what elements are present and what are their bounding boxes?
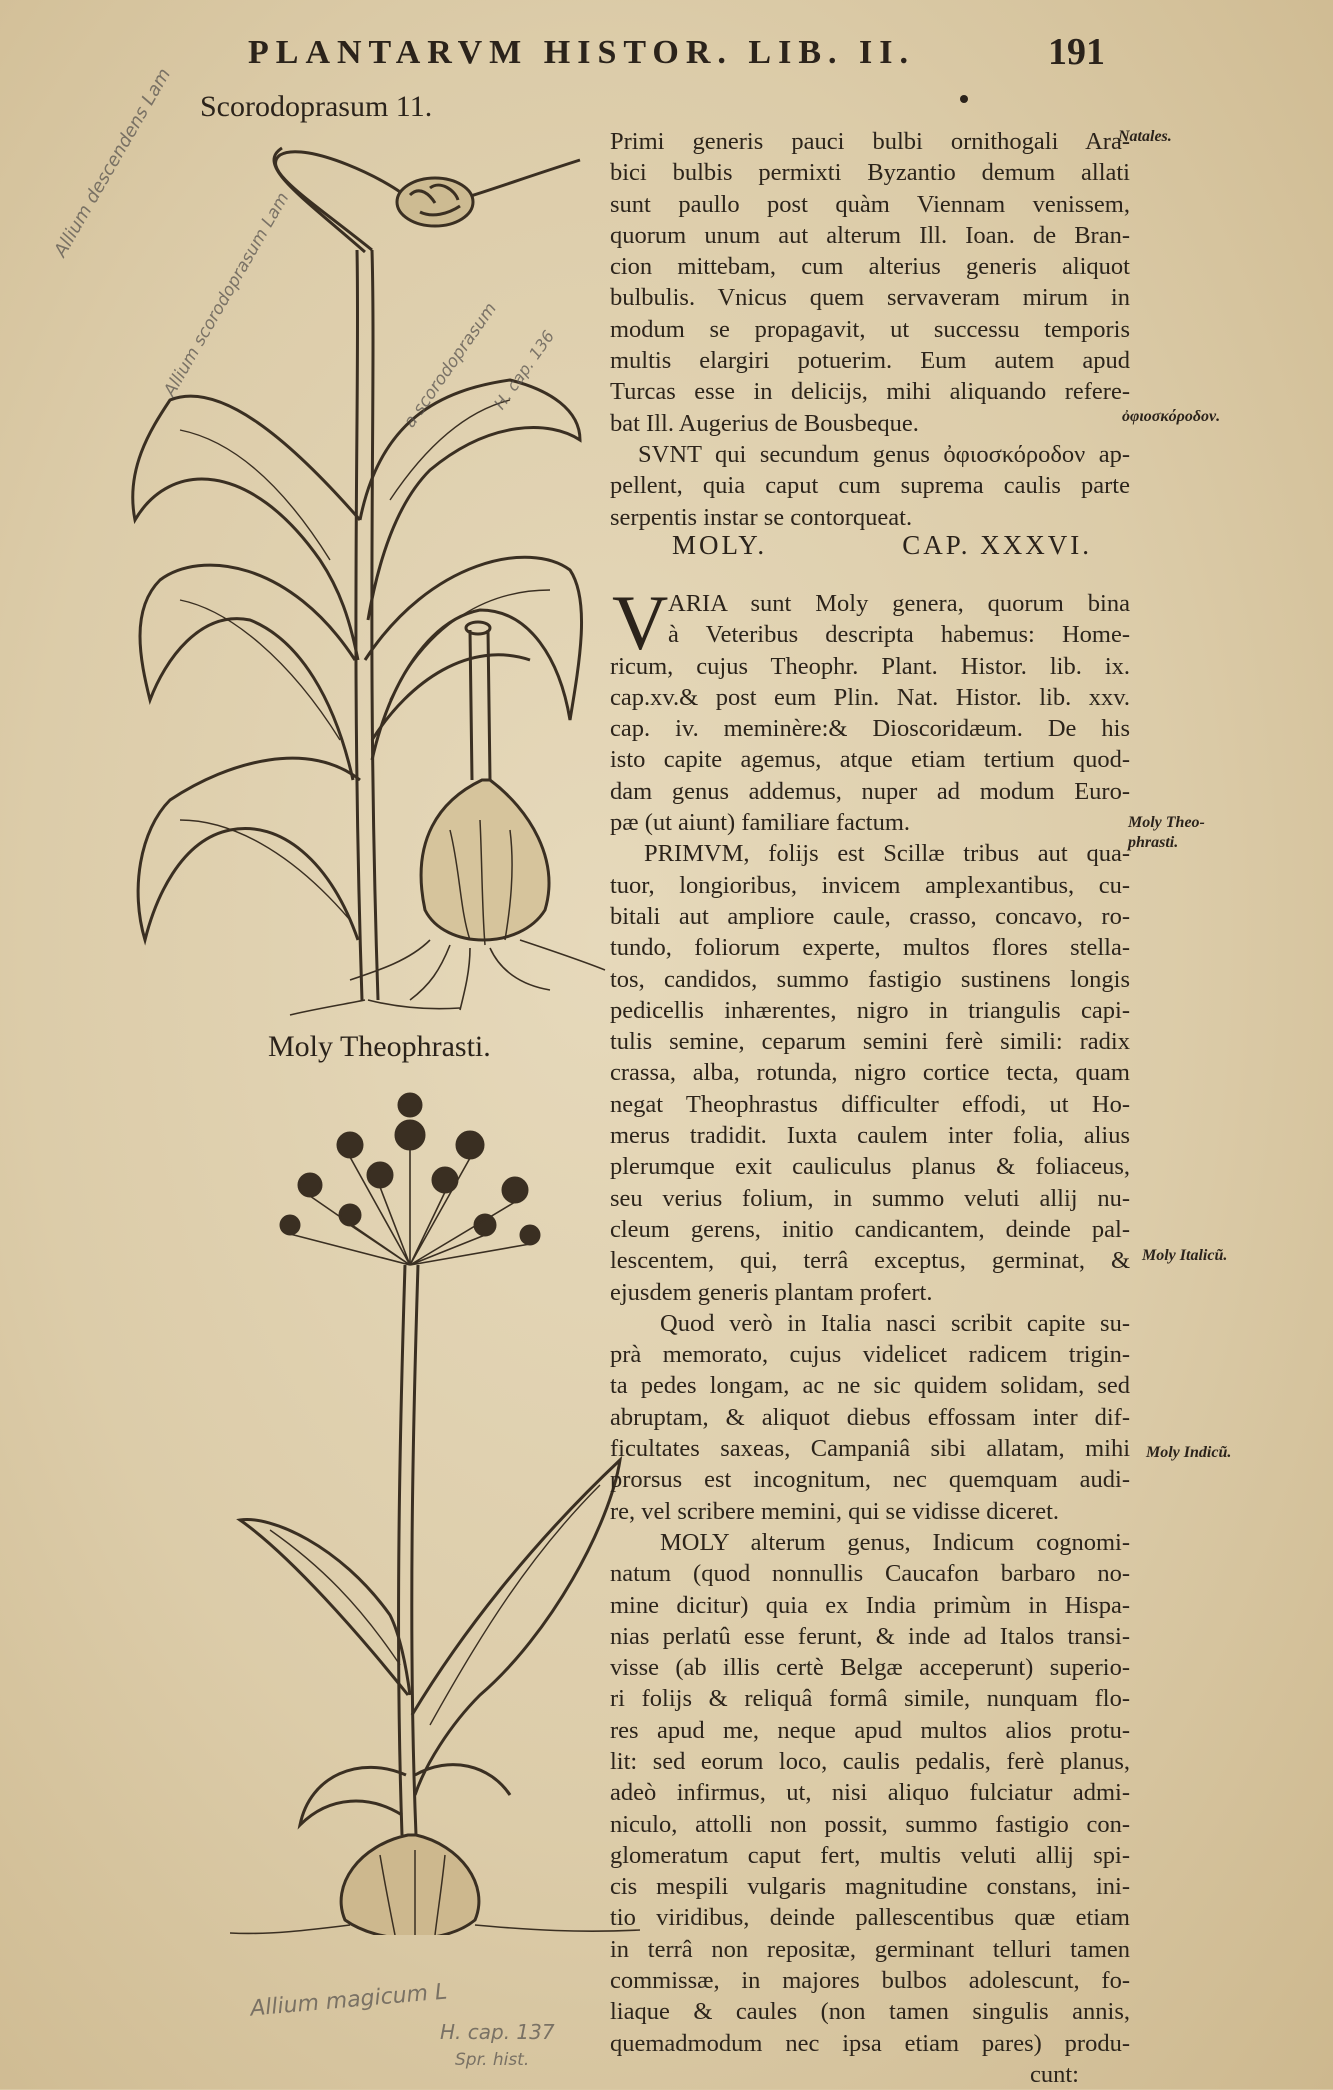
text-line: pellent, quia caput cum suprema caulis parte	[610, 472, 1130, 500]
text-line: bulbulis. Vnicus quem servaveram mirum in	[610, 284, 1130, 312]
text-line: ri folijs & reliquâ formâ simile, nunquam flo-	[610, 1685, 1130, 1713]
text-line: cion mittebam, cum alterius generis aliquot	[610, 253, 1130, 281]
text-line: ARIA sunt Moly genera, quorum bina	[668, 590, 1130, 617]
handwritten-note-spr-hist: Spr. hist.	[455, 2050, 530, 2070]
text-line: bitali aut ampliore caule, crasso, concavo, ro-	[610, 902, 1130, 930]
text-line: cap. iv. meminère:& Dioscoridæum. De his	[610, 715, 1130, 743]
text-line: ficultates saxeas, Campaniâ sibi allatam, mihi	[610, 1435, 1130, 1463]
text-line: SVNT qui secundum genus ὀφιοσκόροδον ap-	[638, 440, 1130, 468]
text-line: bici bulbis permixti Byzantio demum allati	[610, 159, 1130, 187]
marginal-note-moly-indicum: Moly Indicũ.	[1146, 1444, 1232, 1461]
handwritten-note-ref-137: H. cap. 137	[440, 2020, 555, 2044]
drop-capital: V	[612, 579, 669, 666]
marginal-note-moly-italicum: Moly Italicũ.	[1142, 1247, 1228, 1264]
text-line: ta pedes longam, ac ne sic quidem solidam, sed	[610, 1372, 1130, 1400]
text-line: ejusdem generis plantam profert.	[610, 1278, 933, 1306]
text-line: seu verius folium, in summo veluti allij nu-	[610, 1184, 1130, 1212]
text-line: PRIMVM, folijs est Scillæ tribus aut qua-	[644, 840, 1130, 868]
text-line: MOLY alterum genus, Indicum cognomi-	[660, 1528, 1130, 1556]
text-line: tio viridibus, deinde pallescentibus quæ etiam	[610, 1904, 1130, 1932]
text-line: abruptam, & aliquot diebus effossam inter dif-	[610, 1403, 1130, 1431]
marginal-note-moly-theophrasti-2: phrasti.	[1128, 834, 1179, 851]
text-line: lit: sed eorum loco, caulis pedalis, ferè planus,	[610, 1747, 1130, 1775]
text-line: Turcas esse in delicijs, mihi aliquando refere-	[610, 378, 1130, 406]
text-line: crassa, alba, rotunda, nigro cortice tecta, quam	[610, 1059, 1130, 1087]
text-line: res apud me, neque apud multos alios protu-	[610, 1716, 1130, 1744]
page-number: 191	[1048, 31, 1105, 73]
running-head: PLANTARVM HISTOR. LIB. II.	[248, 34, 915, 71]
text-line: adeò infirmus, ut, nisi aliquo fulciatur admi-	[610, 1779, 1130, 1807]
text-line: dam genus addemus, nuper ad modum Euro-	[610, 777, 1130, 805]
handwritten-note-ref-136: H. cap. 136	[490, 326, 559, 413]
text-line: cleum gerens, initio candicantem, deinde pal-	[610, 1215, 1130, 1243]
moly-theophrasti-woodcut	[230, 1075, 650, 1935]
text-line: ricum, cujus Theophr. Plant. Histor. lib. ix.	[610, 652, 1130, 680]
text-line: in terrâ non repositæ, germinant telluri tamen	[610, 1935, 1130, 1963]
caption-moly-theophrasti: Moly Theophrasti.	[268, 1030, 491, 1063]
text-line: tos, candidos, summo fastigio sustinens longis	[610, 965, 1130, 993]
handwritten-note-allium-magicum: Allium magicum L	[249, 1979, 449, 2022]
text-line: à Veteribus descripta habemus: Home-	[668, 621, 1130, 649]
text-line: re, vel scribere memini, qui se vidisse diceret.	[610, 1497, 1060, 1525]
scorodoprasum-woodcut	[110, 140, 610, 1020]
text-line: sunt paullo post quàm Viennam venissem,	[610, 190, 1130, 218]
text-line: cis mespili vulgaris magnitudine constans, ini-	[610, 1873, 1130, 1901]
text-line: modum se propagavit, ut successu temporis	[610, 315, 1130, 343]
text-line: Primi generis pauci bulbi ornithogali Ara-	[610, 128, 1130, 155]
text-line: bat Ill. Augerius de Bousbeque.	[610, 409, 919, 437]
caption-scorodoprasum: Scorodoprasum 11.	[200, 90, 433, 123]
text-line: tundo, foliorum experte, multos flores stella-	[610, 934, 1130, 962]
text-line: merus tradidit. Iuxta caulem inter folia, alius	[610, 1122, 1130, 1150]
text-line: commissæ, in majores bulbos adolescunt, fo-	[610, 1967, 1130, 1995]
text-line: cap.xv.& post eum Plin. Nat. Histor. lib. xxv.	[610, 683, 1130, 711]
text-line: cunt:	[1030, 2060, 1079, 2088]
marginal-note-moly-theophrasti-1: Moly Theo-	[1128, 814, 1205, 831]
text-line: isto capite agemus, atque etiam tertium quod-	[610, 746, 1130, 774]
text-line: niculo, attolli non possit, summo fastigio con-	[610, 1810, 1130, 1838]
printer-mark	[960, 95, 968, 103]
text-line: natum (quod nonnullis Caucafon barbaro no-	[610, 1560, 1130, 1588]
text-line: pæ (ut aiunt) familiare factum.	[610, 809, 911, 837]
text-line: serpentis instar se contorqueat.	[610, 503, 913, 531]
text-line: liaque & caules (non tamen singulis annis,	[610, 1998, 1130, 2026]
chapter-title: MOLY.	[672, 530, 768, 560]
text-line: quorum unum aut alterum Ill. Ioan. de Bran-	[610, 221, 1130, 249]
text-line: mine dicitur) quia ex India primùm in Hispa-	[610, 1591, 1130, 1619]
marginal-note-natales: Natales.	[1118, 128, 1172, 145]
text-line: negat Theophrastus difficulter effodi, ut Ho-	[610, 1090, 1130, 1118]
text-line: tuor, longioribus, invicem amplexantibus, cu-	[610, 871, 1130, 899]
marginal-note-ophioscorodon: ὀφιοσκόροδον.	[1122, 408, 1221, 425]
text-line: Quod verò in Italia nasci scribit capite su-	[660, 1309, 1130, 1337]
text-line: visse (ab illis certè Belgæ acceperunt) superio-	[610, 1654, 1130, 1682]
paragraph-natales	[610, 126, 1130, 533]
text-line: tulis semine, ceparum semini ferè simili: radix	[610, 1028, 1130, 1056]
text-line: quemadmodum nec ipsa etiam pares) produ-	[610, 2029, 1130, 2057]
paragraph-moly-intro	[610, 579, 1130, 2090]
text-line: glomeratum caput fert, multis veluti allij spi-	[610, 1841, 1130, 1869]
chapter-number: CAP. XXXVI.	[902, 530, 1092, 560]
text-line: multis elargiri potuerim. Eum autem apud	[610, 347, 1130, 375]
chapter-heading	[672, 530, 1092, 561]
handwritten-note-scorodoprasum: a scorodoprasum	[400, 299, 501, 432]
handwritten-note-allium-1: Allium descendens Lam	[50, 64, 176, 261]
text-line: plerumque exit cauliculus planus & foliaceus,	[610, 1153, 1130, 1181]
handwritten-note-allium-2: Allium scorodoprasum Lam	[160, 189, 294, 400]
text-line: prà memorato, cujus videlicet radicem trigin-	[610, 1341, 1130, 1369]
text-line: pedicellis inhærentes, nigro in triangulis capi-	[610, 996, 1130, 1024]
text-line: nias perlatû esse ferunt, & inde ad Italos transi-	[610, 1622, 1130, 1650]
text-line: prorsus est incognitum, nec quemquam audi-	[610, 1466, 1130, 1494]
text-line: lescentem, qui, terrâ exceptus, germinat, &	[610, 1247, 1130, 1275]
